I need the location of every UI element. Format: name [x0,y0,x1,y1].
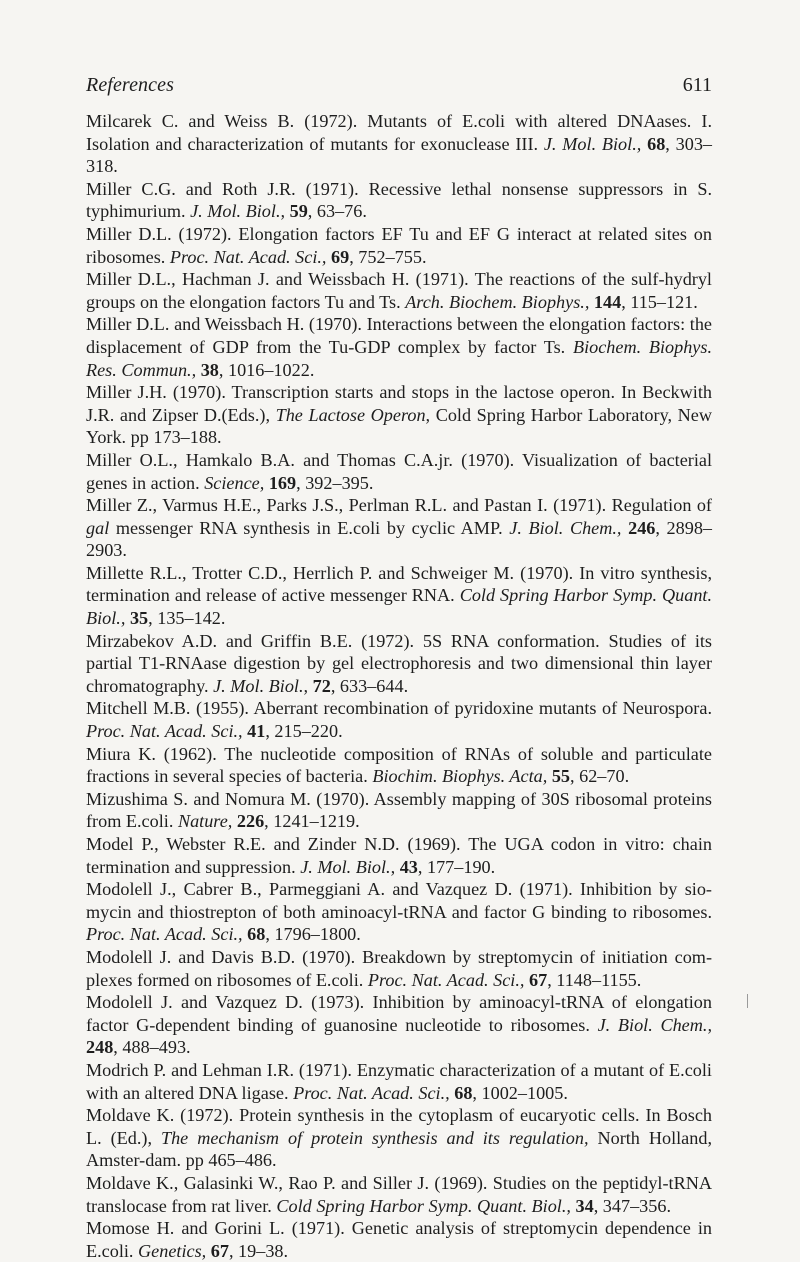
reference-entry: Miller Z., Varmus H.E., Parks J.S., Perlman R.L. and Pastan I. (1971). Regulation of gal messenger RNA synthesis in E.coli by cyclic AMP. J. Biol. Chem., 246, 2898–2903. [86,495,713,561]
reference-entry: Moldave K. (1972). Protein synthesis in the cytoplasm of eucaryotic cells. In Bosch L. (Ed.), The mechanism of protein synthesis and its regulation, North Holland, Amster-dam. pp 465–486. [86,1105,712,1171]
reference-list [86,110,712,1262]
reference-entry: Miller J.H. (1970). Transcription starts and stops in the lactose operon. In Beckwith J.R. and Zipser D.(Eds.), The Lactose Operon, Cold Spring Harbor Laboratory, New York. pp 173–188. [86,382,712,448]
reference-entry: Miller O.L., Hamkalo B.A. and Thomas C.A.jr. (1970). Visualization of bacterial genes in action. Science, 169, 392–395. [86,449,712,493]
reference-entry: Mitchell M.B. (1955). Aberrant recombination of pyridoxine mutants of Neurospora. Proc. Nat. Acad. Sci., 41, 215–220. [86,698,712,742]
reference-entry: Miller D.L., Hachman J. and Weissbach H. (1971). The reactions of the sulf-hydryl groups on the elongation factors Tu and Ts. Arch. Biochem. Biophys., 144, 115–121. [86,269,712,312]
reference-entry: Milcarek C. and Weiss B. (1972). Mutants of E.coli with altered DNAases. I. Isolation and characterization of mutants for exonuclease III. J. Mol. Biol., 68, 303–318. [86,111,713,177]
reference-entry: Mizushima S. and Nomura M. (1970). Assembly mapping of 30S ribosomal proteins from E.coli. Nature, 226, 1241–1219. [86,788,712,832]
reference-entry: Modolell J., Cabrer B., Parmeggiani A. and Vazquez D. (1971). Inhibition by sio-mycin and thiostrepton of both aminoacyl-tRNA and factor G binding to ribosomes. Proc. Nat. Acad. Sci., 68, 1796–1800. [86,879,712,945]
page-header [86,74,712,100]
reference-entry: Miller D.L. and Weissbach H. (1970). Interactions between the elongation factors: the displacement of GDP from the Tu-GDP complex by factor Ts. Biochem. Biophys. Res. Commun., 38, 1016–1022. [86,314,712,380]
reference-entry: Modolell J. and Vazquez D. (1973). Inhibition by aminoacyl-tRNA of elongation factor G-dependent binding of guanosine nucleotide to ribosomes. J. Biol. Chem., 248, 488–493. [86,992,712,1058]
reference-entry: Miura K. (1962). The nucleotide composition of RNAs of soluble and particulate fractions in several species of bacteria. Biochim. Biophys. Acta, 55, 62–70. [86,743,712,787]
reference-entry: Modolell J. and Davis B.D. (1970). Breakdown by streptomycin of initiation com-plexes formed on ribosomes of E.coli. Proc. Nat. Acad. Sci., 67, 1148–1155. [86,946,712,990]
reference-entry: Miller D.L. (1972). Elongation factors EF Tu and EF G interact at related sites on ribosomes. Proc. Nat. Acad. Sci., 69, 752–755. [86,223,712,267]
reference-entry: Modrich P. and Lehman I.R. (1971). Enzymatic characterization of a mutant of E.coli with an altered DNA ligase. Proc. Nat. Acad. Sci., 68, 1002–1005. [86,1059,712,1103]
reference-entry: Millette R.L., Trotter C.D., Herrlich P. and Schweiger M. (1970). In vitro synthesis, termination and release of active messenger RNA. Cold Spring Harbor Symp. Quant. Biol., 35, 135–142. [86,562,713,629]
running-title: References [86,74,174,96]
reference-entry: Model P., Webster R.E. and Zinder N.D. (1969). The UGA codon in vitro: chain termination and suppression. J. Mol. Biol., 43, 177–190. [86,834,712,877]
reference-entry: Moldave K., Galasinki W., Rao P. and Siller J. (1969). Studies on the peptidyl-tRNA translocase from rat liver. Cold Spring Harbor Symp. Quant. Biol., 34, 347–356. [86,1172,712,1216]
page-number: 611 [682,74,712,96]
margin-mark [747,994,748,1008]
reference-entry: Miller C.G. and Roth J.R. (1971). Recessive lethal nonsense suppressors in S. typhimurium. J. Mol. Biol., 59, 63–76. [86,178,712,222]
reference-entry: Momose H. and Gorini L. (1971). Genetic analysis of streptomycin dependence in E.coli. Genetics, 67, 19–38. [86,1218,712,1261]
reference-entry: Mirzabekov A.D. and Griffin B.E. (1972). 5S RNA conformation. Studies of its partial T1-RNAase digestion by gel electrophoresis and two dimensional thin layer chromatography. J. Mol. Biol., 72, 633–644. [86,630,712,696]
